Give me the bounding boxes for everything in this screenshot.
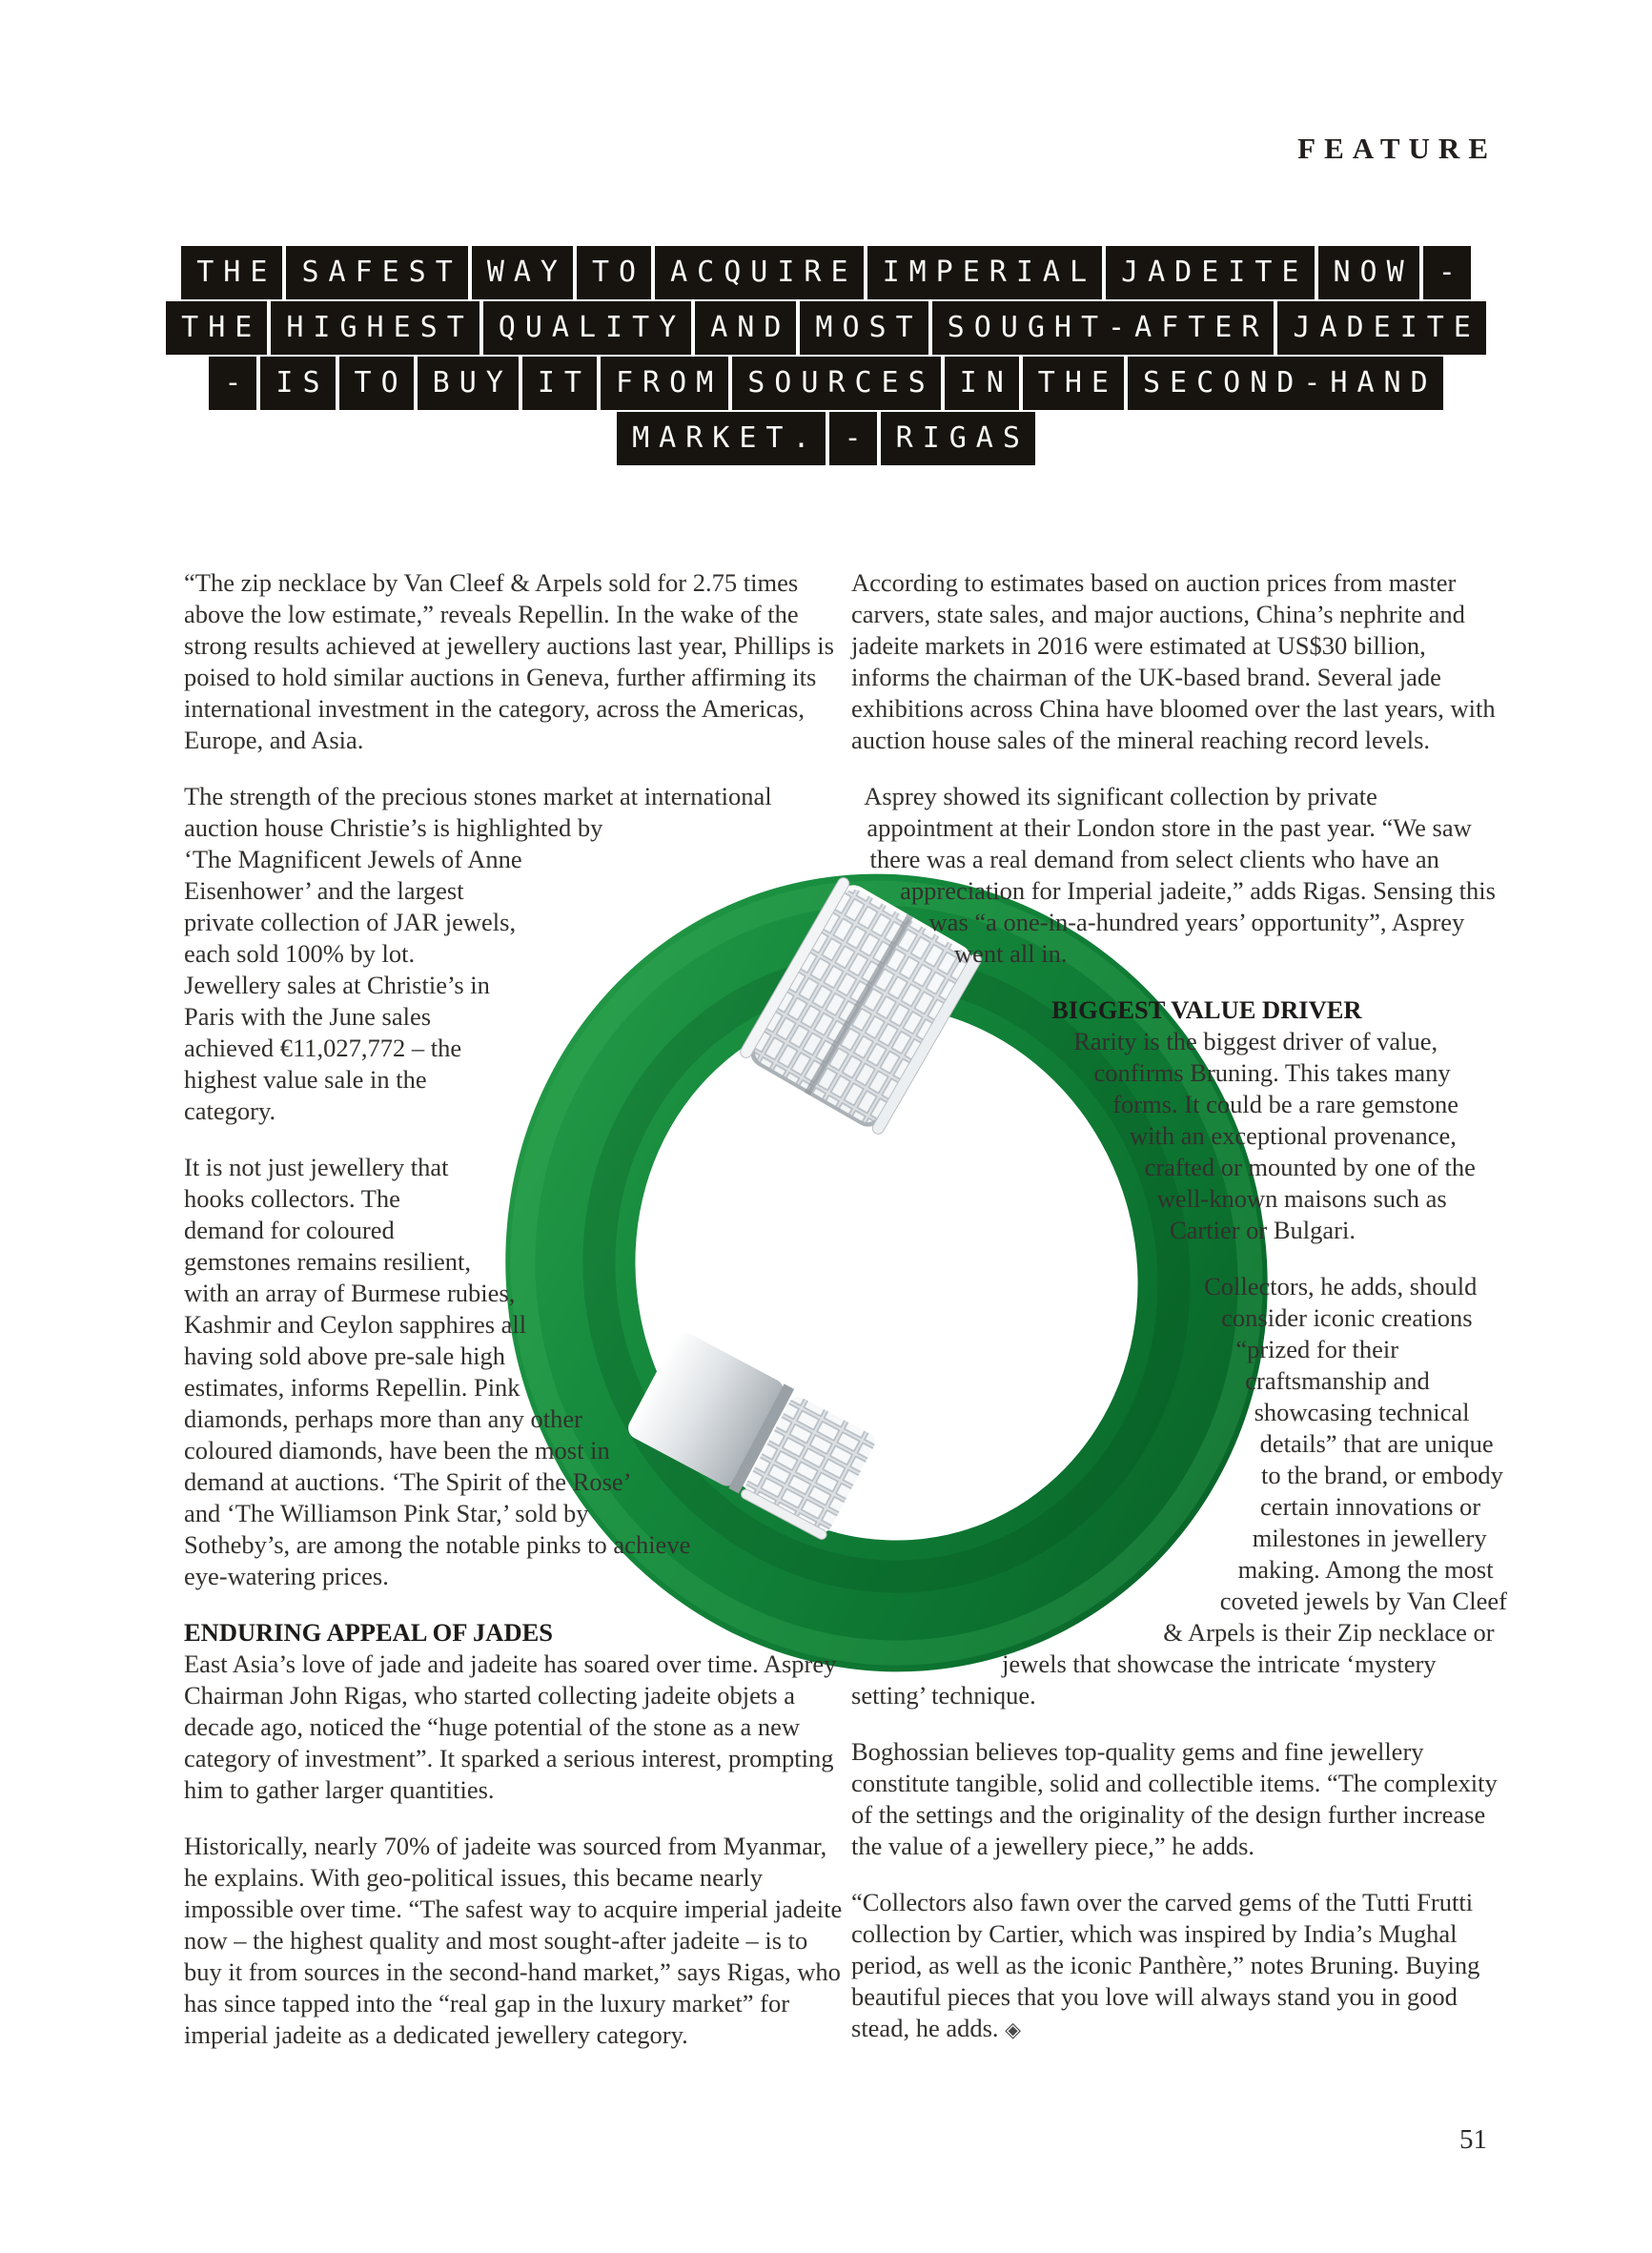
- pull-quote-line: [615, 412, 1037, 465]
- pull-quote-word: SOURCES: [732, 357, 940, 410]
- pull-quote-word: ACQUIRE: [655, 246, 863, 299]
- pull-quote-word: SAFEST: [286, 246, 467, 299]
- pull-quote-word: QUALITY: [483, 301, 691, 355]
- pull-quote-word: BUY: [418, 357, 519, 410]
- pull-quote-word: FROM: [601, 357, 728, 410]
- pull-quote-word: IT: [522, 357, 597, 410]
- section-subhead-value-driver: BIGGEST VALUE DRIVER: [1051, 995, 1362, 1024]
- pull-quote-word: TO: [339, 357, 414, 410]
- pull-quote-line: [207, 357, 1444, 410]
- pull-quote-word: THE: [166, 301, 267, 355]
- pull-quote-word: RIGAS: [881, 412, 1035, 465]
- pull-quote-word: TO: [577, 246, 651, 299]
- paragraph-text: “Collectors also fawn over the carved gems of the Tutti Frutti collection by Cartier, which was inspired by India’s Mughal period, as well as the iconic Panthère,” notes Bruning. Buying beautiful pieces that you love will always stand you in good stead, he adds.: [851, 1888, 1480, 2042]
- pull-quote-line: [179, 246, 1473, 299]
- pull-quote-line: [164, 301, 1488, 355]
- pull-quote: [0, 246, 1652, 467]
- paragraph: Asprey showed its significant collection by private appointment at their London store in the past year. “We saw there was a real demand from select clients who have an appreciation for Imperial jadeite,” adds Rigas. Sensing this was “a one-in-a-hundred years’ opportunity”, Asprey went all in.: [864, 782, 1496, 968]
- paragraph: [851, 1887, 1509, 2045]
- paragraph: “The zip necklace by Van Cleef & Arpels sold for 2.75 times above the low estimate,” reveals Repellin. In the wake of the strong results achieved at jewellery auctions last year, Phillips is poised to hold similar auctions in Geneva, further affirming its international investment in the category, across the Americas, Europe, and Asia.: [184, 568, 834, 754]
- pull-quote-word: IS: [260, 357, 335, 410]
- pull-quote-word: IN: [945, 357, 1019, 410]
- pull-quote-word: IMPERIAL: [867, 246, 1103, 299]
- page-number: 51: [1459, 2124, 1487, 2155]
- kicker: FEATURE: [1297, 132, 1497, 165]
- paragraph: Rarity is the biggest driver of value, confirms Bruning. This takes many forms. It could be a rare gemstone with an exceptional provenance, crafted or mounted by one of the well-known maisons such as Cartier or Bulgari.: [1073, 1027, 1476, 1244]
- pull-quote-word: THE: [1023, 357, 1124, 410]
- pull-quote-word: HIGHEST: [271, 301, 479, 355]
- paragraph: Collectors, he adds, should consider iconic creations “prized for their craftsmanship and showcasing technical details” that are unique to the brand, or embody certain innovations or milestones in jewellery making. Among the most coveted jewels by Van Cleef & Arpels is their Zip necklace or jewels that showcase the intricate ‘mystery setting’ technique.: [851, 1272, 1507, 1710]
- end-of-article-gem-icon: ◈: [1005, 2017, 1022, 2041]
- pull-quote-word: -: [209, 357, 256, 410]
- pull-quote-word: WAY: [472, 246, 573, 299]
- pull-quote-word: JADEITE: [1277, 301, 1485, 355]
- pull-quote-word: MOST: [800, 301, 928, 355]
- section-subhead-jades: ENDURING APPEAL OF JADES: [184, 1618, 553, 1647]
- pull-quote-word: MARKET.: [617, 412, 825, 465]
- pull-quote-word: AND: [695, 301, 796, 355]
- paragraph: It is not just jewellery that hooks collectors. The demand for coloured gemstones remains resilient, with an array of Burmese rubies, Kashmir and Ceylon sapphires all having sold above pre-sale high estimates, informs Repellin. Pink diamonds, perhaps more than any other coloured diamonds, have been the most in demand at auctions. ‘The Spirit of the Rose’ and ‘The Williamson Pink Star,’ sold by Sotheby’s, are among the notable pinks to achieve eye-watering prices.: [184, 1153, 691, 1590]
- pull-quote-word: -: [829, 412, 877, 465]
- pull-quote-word: NOW: [1318, 246, 1419, 299]
- paragraph: Historically, nearly 70% of jadeite was sourced from Myanmar, he explains. With geo-political issues, this became nearly impossible over time. “The safest way to acquire imperial jadeite now – the highest quality and most sought-after jadeite – is to buy it from sources in the second-hand market,” says Rigas, who has since tapped into the “real gap in the luxury market” for imperial jadeite as a dedicated jewellery category.: [184, 1832, 843, 2049]
- pull-quote-word: JADEITE: [1106, 246, 1314, 299]
- right-column: [851, 567, 1509, 2070]
- paragraph: Boghossian believes top-quality gems and fine jewellery constitute tangible, solid and collectible items. “The complexity of the settings and the originality of the design further increase the value of a jewellery piece,” he adds.: [851, 1737, 1498, 1860]
- pull-quote-word: THE: [181, 246, 282, 299]
- pull-quote-word: -: [1423, 246, 1471, 299]
- paragraph: East Asia’s love of jade and jadeite has soared over time. Asprey Chairman John Rigas, who started collecting jadeite objets a decade ago, noticed the “huge potential of the stone as a new category of investment”. It sparked a serious interest, prompting him to gather larger quantities.: [184, 1649, 837, 1804]
- paragraph: According to estimates based on auction prices from master carvers, state sales, and major auctions, China’s nephrite and jadeite markets in 2016 were estimated at US$30 billion, informs the chairman of the UK-based brand. Several jade exhibitions across China have bloomed over the last years, with auction house sales of the mineral reaching record levels.: [851, 568, 1496, 754]
- left-column: [184, 567, 844, 2076]
- paragraph: The strength of the precious stones market at international auction house Christie’s is highlighted by ‘The Magnificent Jewels of Anne Eisenhower’ and the largest private collection of JAR jewels, each sold 100% by lot. Jewellery sales at Christie’s in Paris with the June sales achieved €11,027,772 – the highest value sale in the category.: [184, 782, 772, 1125]
- pull-quote-word: SECOND-HAND: [1128, 357, 1443, 410]
- pull-quote-word: SOUGHT-AFTER: [932, 301, 1275, 355]
